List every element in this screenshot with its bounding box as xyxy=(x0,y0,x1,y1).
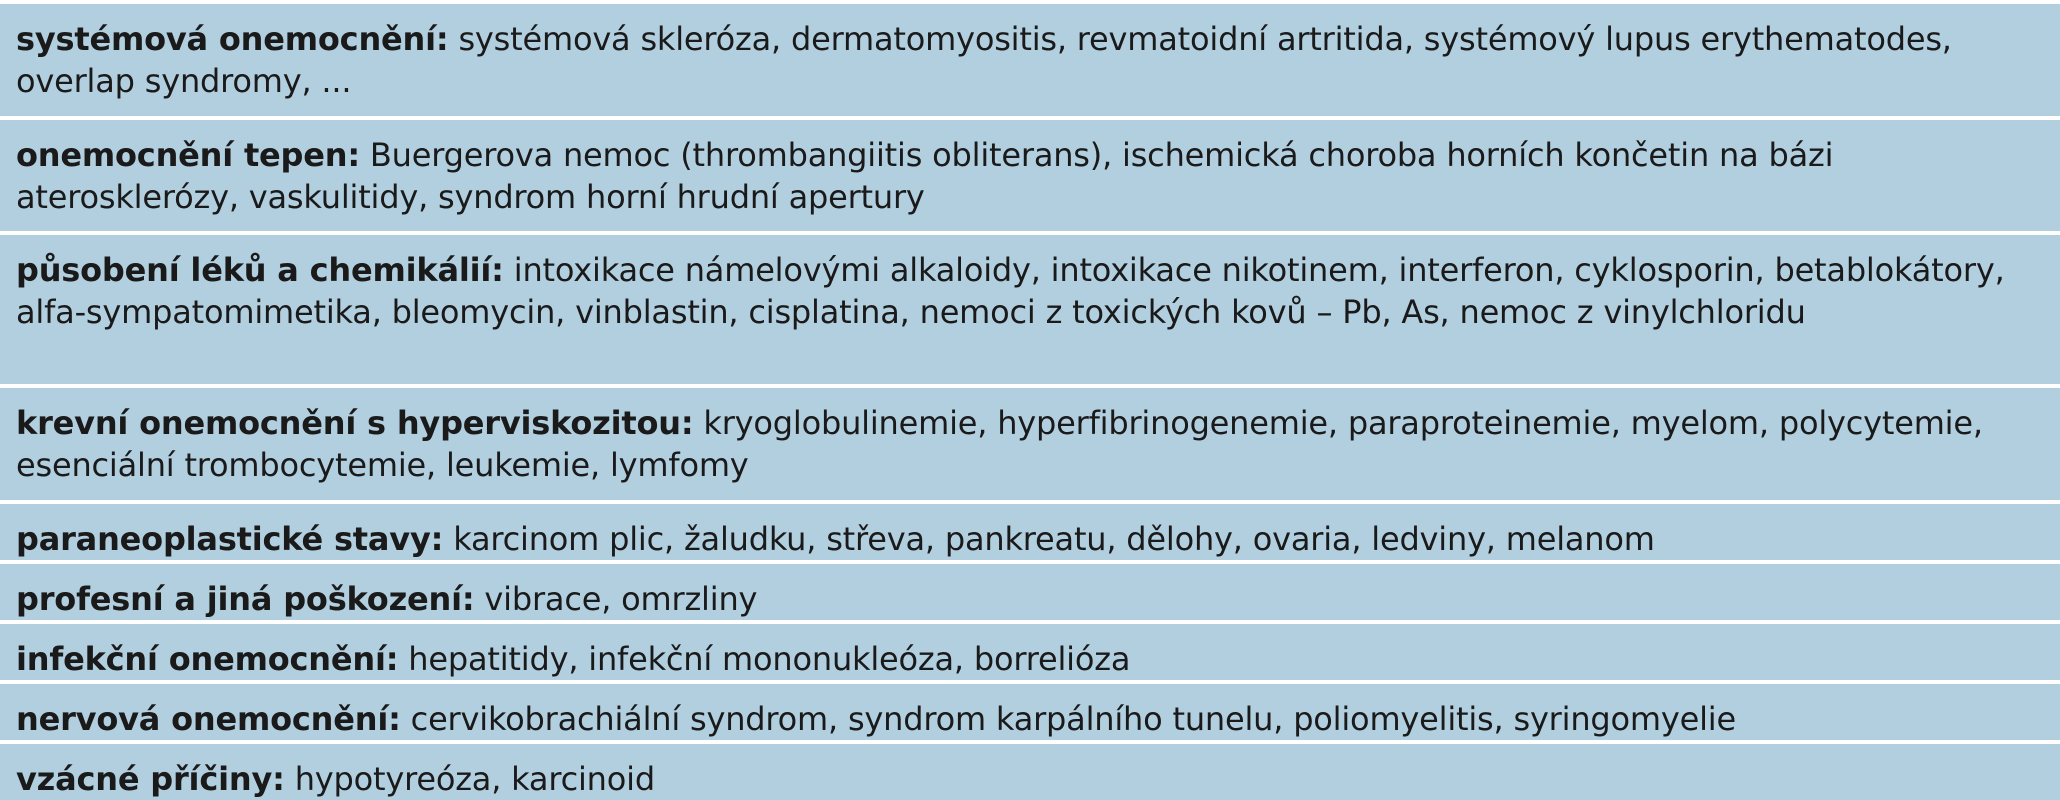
table-row-occupational xyxy=(0,564,2060,620)
row-term: vzácné příčiny: xyxy=(16,759,285,798)
table-row-rare-causes xyxy=(0,744,2060,800)
row-term: profesní a jiná poškození: xyxy=(16,579,475,618)
table-row-arterial-diseases xyxy=(0,120,2060,232)
table-row-nervous xyxy=(0,684,2060,740)
row-term: paraneoplastické stavy: xyxy=(16,519,444,558)
row-term: onemocnění tepen: xyxy=(16,135,360,174)
table-row-blood-hyperviscosity xyxy=(0,388,2060,500)
row-description: vibrace, omrzliny xyxy=(474,579,758,618)
row-description: intoxikace námelovými alkaloidy, intoxikace nikotinem, interferon, cyklosporin, betablokátory, alfa-sympatomimetika, bleomycin, vinblastin, cisplatina, nemoci z toxických kovů – Pb, As, nemoc z vinylchloridu xyxy=(16,251,2005,332)
row-term: infekční onemocnění: xyxy=(16,639,399,678)
row-description: hypotyreóza, karcinoid xyxy=(284,759,655,798)
table-row-systemic-diseases xyxy=(0,4,2060,116)
row-term: nervová onemocnění: xyxy=(16,699,401,738)
row-description: hepatitidy, infekční mononukleóza, borrelióza xyxy=(398,639,1131,678)
table-row-paraneoplastic xyxy=(0,504,2060,560)
row-description: systémová skleróza, dermatomyositis, revmatoidní artritida, systémový lupus erythematodes, overlap syndromy, ... xyxy=(16,20,1952,100)
row-description: Buergerova nemoc (thrombangiitis obliterans), ischemická choroba horních končetin na bázi aterosklerózy, vaskulitidy, syndrom horní hrudní apertury xyxy=(16,135,1834,216)
row-term: působení léků a chemikálií: xyxy=(16,251,504,290)
table-row-infectious xyxy=(0,624,2060,680)
row-description: karcinom plic, žaludku, střeva, pankreatu, dělohy, ovaria, ledviny, melanom xyxy=(443,519,1655,558)
table-row-drugs-chemicals xyxy=(0,235,2060,384)
row-description: cervikobrachiální syndrom, syndrom karpálního tunelu, poliomyelitis, syringomyelie xyxy=(400,699,1736,738)
row-term: systémová onemocnění: xyxy=(16,20,449,58)
row-description: kryoglobulinemie, hyperfibrinogenemie, paraproteinemie, myelom, polycytemie, esenciální trombocytemie, leukemie, lymfomy xyxy=(16,404,1983,485)
row-term: krevní onemocnění s hyperviskozitou: xyxy=(16,404,694,443)
